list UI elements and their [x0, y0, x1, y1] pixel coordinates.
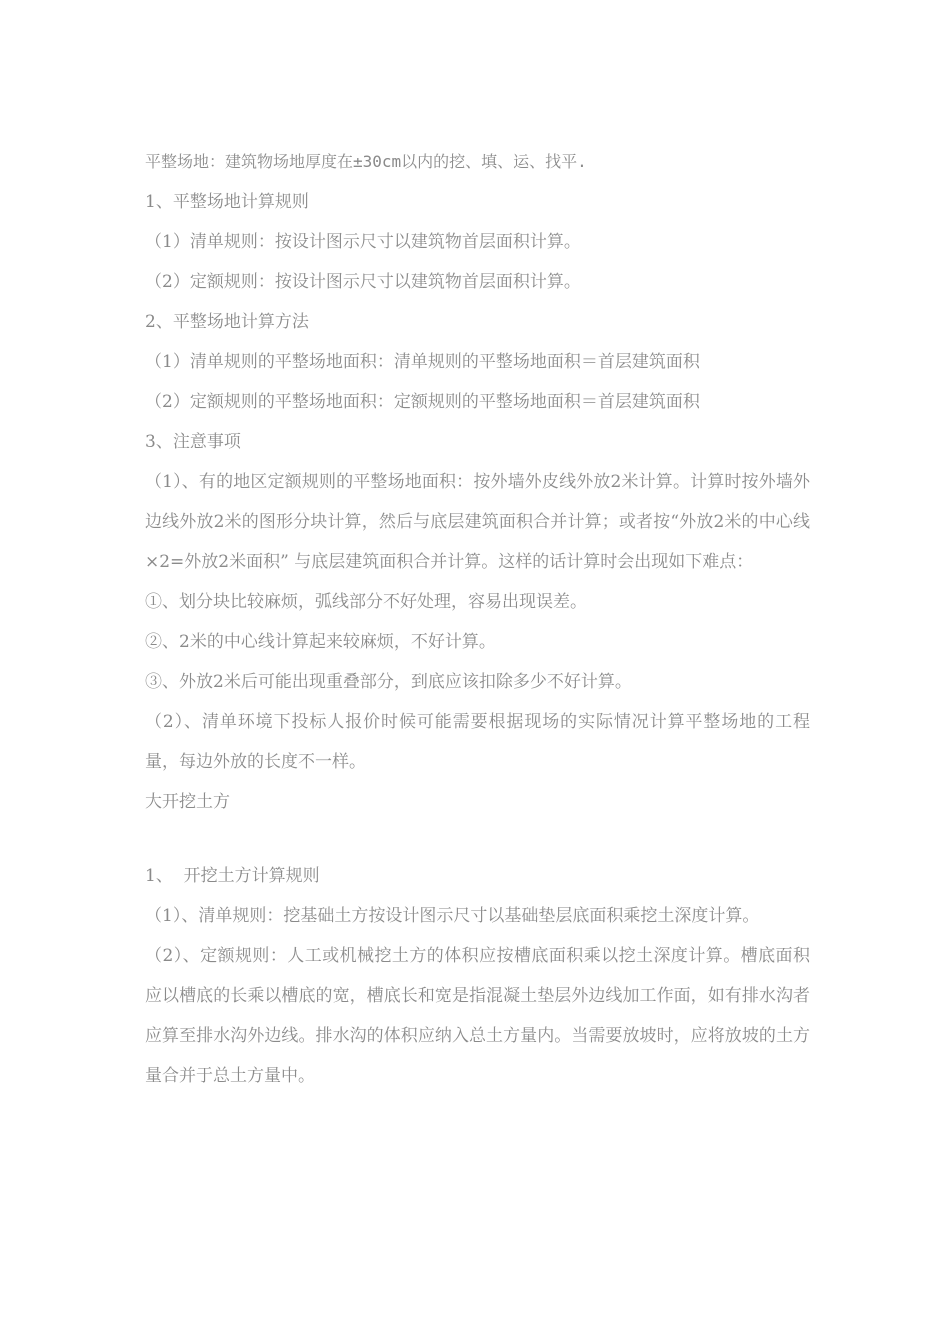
excavation-1-paragraph-2: （2）、定额规则：人工或机械挖土方的体积应按槽底面积乘以挖土深度计算。槽底面积应以槽底的长乘以槽底的宽，槽底长和宽是指混凝土垫层外边线加工作面，如有排水沟者应算至排水沟外边线。排水沟的体积应纳入总土方量内。当需要放坡时，应将放坡的土方量合并于总土方量中。: [145, 946, 810, 1086]
section-3-paragraph-1: （1）、有的地区定额规则的平整场地面积：按外墙外皮线外放2米计算。计算时按外墙外边线外放2米的图形分块计算，然后与底层建筑面积合并计算；或者按“外放2米的中心线×2=外放2米面积” 与底层建筑面积合并计算。这样的话计算时会出现如下难点：: [145, 472, 810, 572]
section-1-item-2: （2）定额规则：按设计图示尺寸以建筑物首层面积计算。: [145, 272, 581, 292]
section-3-paragraph-2: （2）、清单环境下投标人报价时候可能需要根据现场的实际情况计算平整场地的工程量，每边外放的长度不一样。: [145, 712, 810, 772]
section-1-item-1: （1）清单规则：按设计图示尺寸以建筑物首层面积计算。: [145, 232, 581, 252]
blank-line: [145, 822, 810, 856]
section-2-title: 2、平整场地计算方法: [145, 312, 309, 332]
section-3-title: 3、注意事项: [145, 432, 241, 452]
excavation-1-paragraph-1: （1）、清单规则：挖基础土方按设计图示尺寸以基础垫层底面积乘挖土深度计算。: [145, 906, 760, 926]
section-1-title: 1、平整场地计算规则: [145, 192, 309, 212]
section-3-point-3: ③、外放2米后可能出现重叠部分，到底应该扣除多少不好计算。: [145, 672, 632, 692]
excavation-1-title: 1、 开挖土方计算规则: [145, 866, 320, 886]
section-3-point-2: ②、2米的中心线计算起来较麻烦，不好计算。: [145, 632, 496, 652]
heading-excavation: 大开挖土方: [145, 792, 230, 812]
intro-line: 平整场地：建筑物场地厚度在±30cm以内的挖、填、运、找平.: [145, 152, 587, 171]
section-2-item-2: （2）定额规则的平整场地面积：定额规则的平整场地面积＝首层建筑面积: [145, 392, 700, 412]
document-body: [145, 142, 810, 1096]
section-2-item-1: （1）清单规则的平整场地面积：清单规则的平整场地面积＝首层建筑面积: [145, 352, 700, 372]
section-3-point-1: ①、划分块比较麻烦，弧线部分不好处理，容易出现误差。: [145, 592, 587, 612]
